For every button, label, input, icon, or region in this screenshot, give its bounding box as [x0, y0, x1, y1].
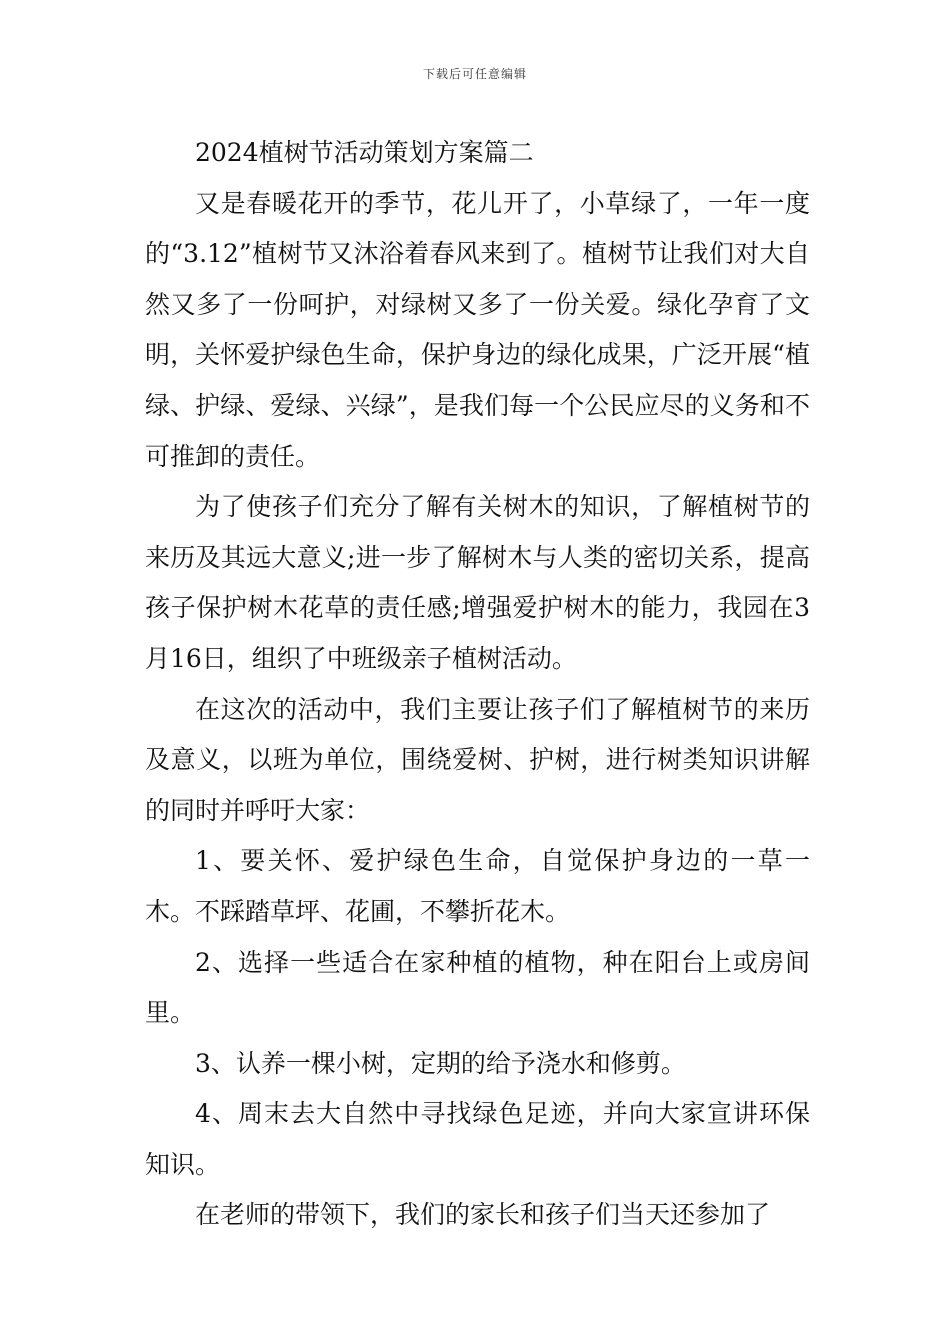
list-item-1: 1、要关怀、爱护绿色生命，自觉保护身边的一草一木。不踩踏草坪、花圃，不攀折花木。: [145, 846, 810, 926]
list-item-2: 2、选择一些适合在家种植的植物，种在阳台上或房间里。: [145, 947, 810, 1028]
paragraph-closing: 在老师的带领下，我们的家长和孩子们当天还参加了: [195, 1200, 771, 1230]
header-note: 下载后可任意编辑: [422, 67, 527, 81]
document-title: 2024植树节活动策划方案篇二: [195, 138, 534, 167]
document-body: [145, 128, 810, 1241]
paragraph-purpose: 为了使孩子们充分了解有关树木的知识，了解植树节的来历及其远大意义;进一步了解树木与人类的密切关系，提高孩子保护树木花草的责任感;增强爱护树木的能力，我园在3月16日，组织了中班级亲子植树活动。: [145, 492, 810, 673]
list-item-3: 3、认养一棵小树，定期的给予浇水和修剪。: [195, 1048, 686, 1078]
paragraph-activity: 在这次的活动中，我们主要让孩子们了解植树节的来历及意义，以班为单位，围绕爱树、护树，进行树类知识讲解的同时并呼吁大家：: [145, 694, 810, 825]
paragraph-intro: 又是春暖花开的季节，花儿开了，小草绿了，一年一度的“3.12”植树节又沐浴着春风来到了。植树节让我们对大自然又多了一份呵护，对绿树又多了一份关爱。绿化孕育了文明，关怀爱护绿色生命，保护身边的绿化成果，广泛开展“植绿、护绿、爱绿、兴绿”，是我们每一个公民应尽的义务和不可推卸的责任。: [145, 188, 810, 471]
list-item-4: 4、周末去大自然中寻找绿色足迹，并向大家宣讲环保知识。: [145, 1099, 810, 1179]
